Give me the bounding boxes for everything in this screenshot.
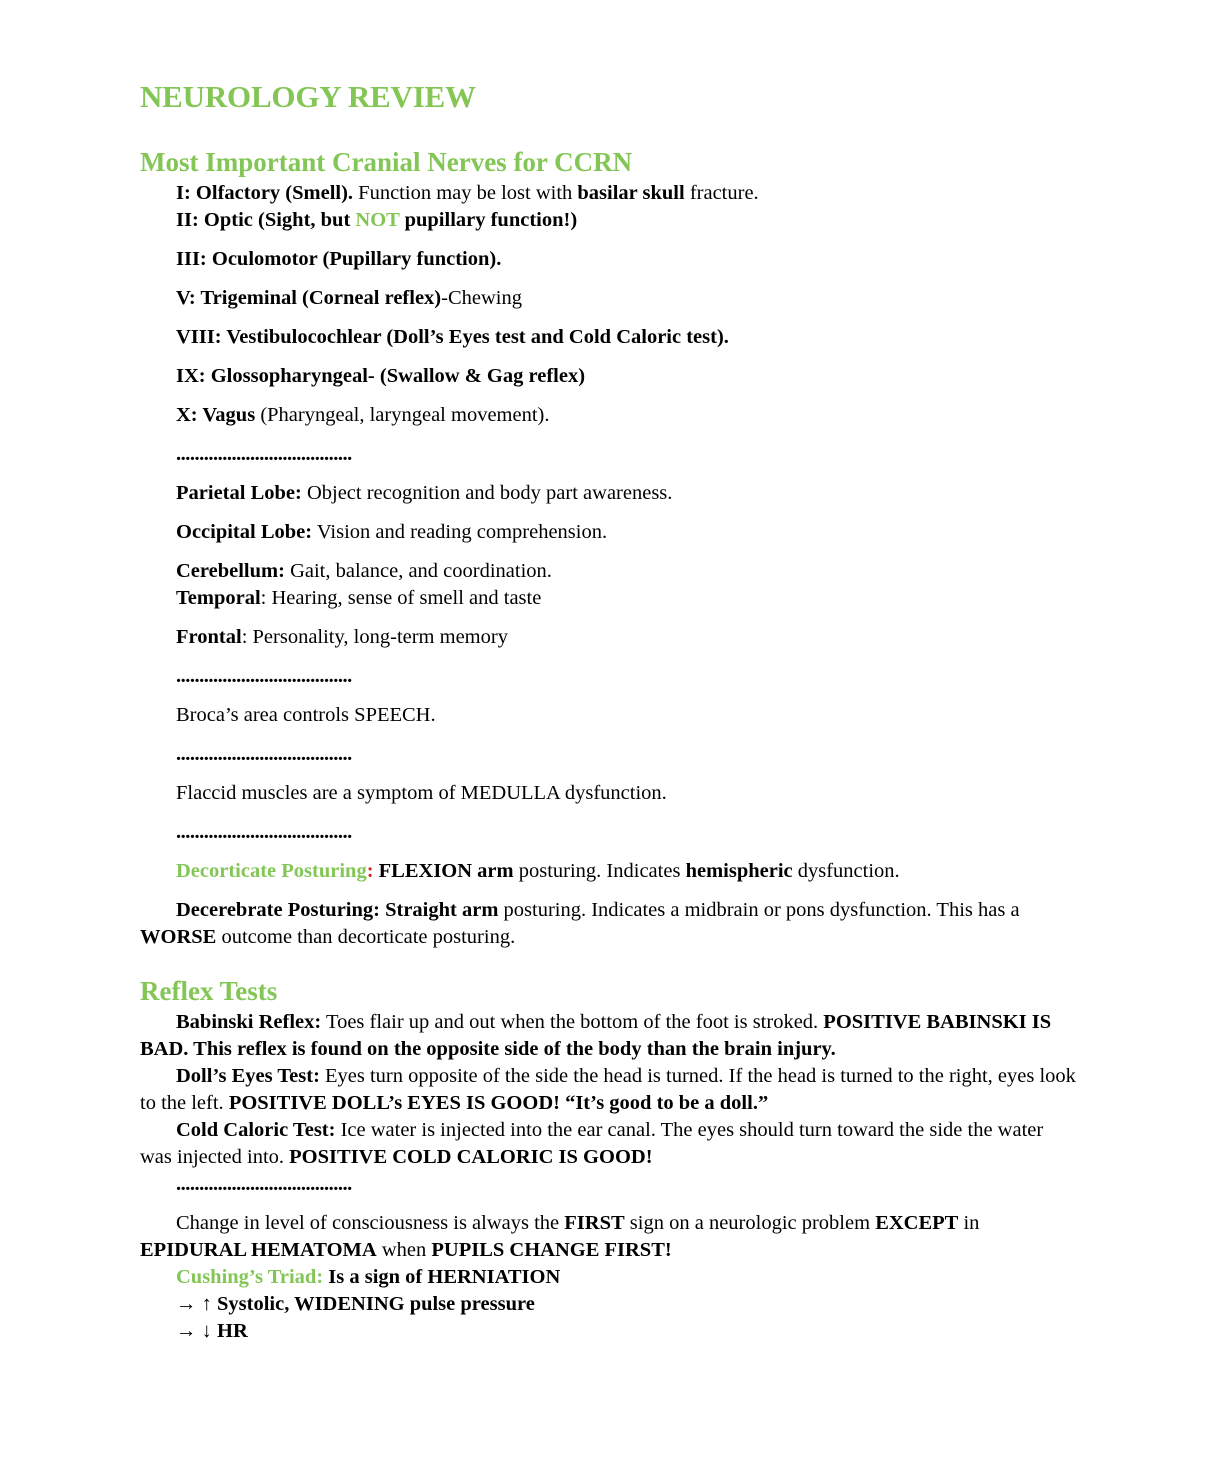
vagus-line: X: Vagus (Pharyngeal, laryngeal movement). <box>176 404 550 426</box>
oculomotor-line: III: Oculomotor (Pupillary function). <box>176 248 502 270</box>
separator: ...................................... <box>176 443 352 465</box>
broca-line: Broca’s area controls SPEECH. <box>176 704 436 726</box>
bullet-systolic: → ↑ Systolic, WIDENING pulse pressure <box>176 1293 535 1315</box>
glossopharyngeal-line: IX: Glossopharyngeal- (Swallow & Gag reflex) <box>176 365 586 387</box>
reflex-tests-heading: Reflex Tests <box>140 976 278 1006</box>
cerebellum-line: Cerebellum: Gait, balance, and coordination. <box>176 560 552 582</box>
parietal-line: Parietal Lobe: Object recognition and body part awareness. <box>176 482 673 504</box>
cushings-triad-line: Cushing’s Triad: Is a sign of HERNIATION <box>176 1266 561 1288</box>
optic-line: II: Optic (Sight, but NOT pupillary function!) <box>176 209 578 231</box>
separator: ...................................... <box>176 1173 352 1195</box>
page-title: NEUROLOGY REVIEW <box>140 79 476 114</box>
cold-caloric-paragraph: Cold Caloric Test: Ice water is injected into the ear canal. The eyes should turn toward the side the water was injected into. POSITIVE COLD CALORIC IS GOOD! <box>140 1119 1044 1168</box>
temporal-line: Temporal: Hearing, sense of smell and taste <box>176 587 542 609</box>
document-page <box>140 76 1076 1345</box>
separator: ...................................... <box>176 743 352 765</box>
decerebrate-paragraph: Decerebrate Posturing: Straight arm posturing. Indicates a midbrain or pons dysfunction. This has a WORSE outcome than decorticate posturing. <box>140 899 1020 948</box>
trigeminal-line: V: Trigeminal (Corneal reflex)-Chewing <box>176 287 522 309</box>
consciousness-paragraph: Change in level of consciousness is always the FIRST sign on a neurologic problem EXCEPT in EPIDURAL HEMATOMA when PUPILS CHANGE FIRST! <box>140 1212 980 1261</box>
frontal-line: Frontal: Personality, long-term memory <box>176 626 508 648</box>
vestibulocochlear-line: VIII: Vestibulocochlear (Doll’s Eyes test and Cold Caloric test). <box>176 326 729 348</box>
dolls-eyes-paragraph: Doll’s Eyes Test: Eyes turn opposite of the side the head is turned. If the head is turned to the right, eyes look to the left. POSITIVE DOLL’s EYES IS GOOD! “It’s good to be a doll.” <box>140 1065 1076 1114</box>
flaccid-line: Flaccid muscles are a symptom of MEDULLA dysfunction. <box>176 782 667 804</box>
olfactory-line: I: Olfactory (Smell). Function may be lost with basilar skull fracture. <box>176 182 759 204</box>
decorticate-line: Decorticate Posturing: FLEXION arm posturing. Indicates hemispheric dysfunction. <box>176 860 900 882</box>
cranial-nerves-heading: Most Important Cranial Nerves for CCRN <box>140 147 633 177</box>
separator: ...................................... <box>176 665 352 687</box>
babinski-paragraph: Babinski Reflex: Toes flair up and out when the bottom of the foot is stroked. POSITIVE BABINSKI IS BAD. This reflex is found on the opposite side of the body than the brain injury. <box>140 1011 1052 1060</box>
bullet-hr: → ↓ HR <box>176 1320 248 1342</box>
occipital-line: Occipital Lobe: Vision and reading comprehension. <box>176 521 608 543</box>
separator: ...................................... <box>176 821 352 843</box>
